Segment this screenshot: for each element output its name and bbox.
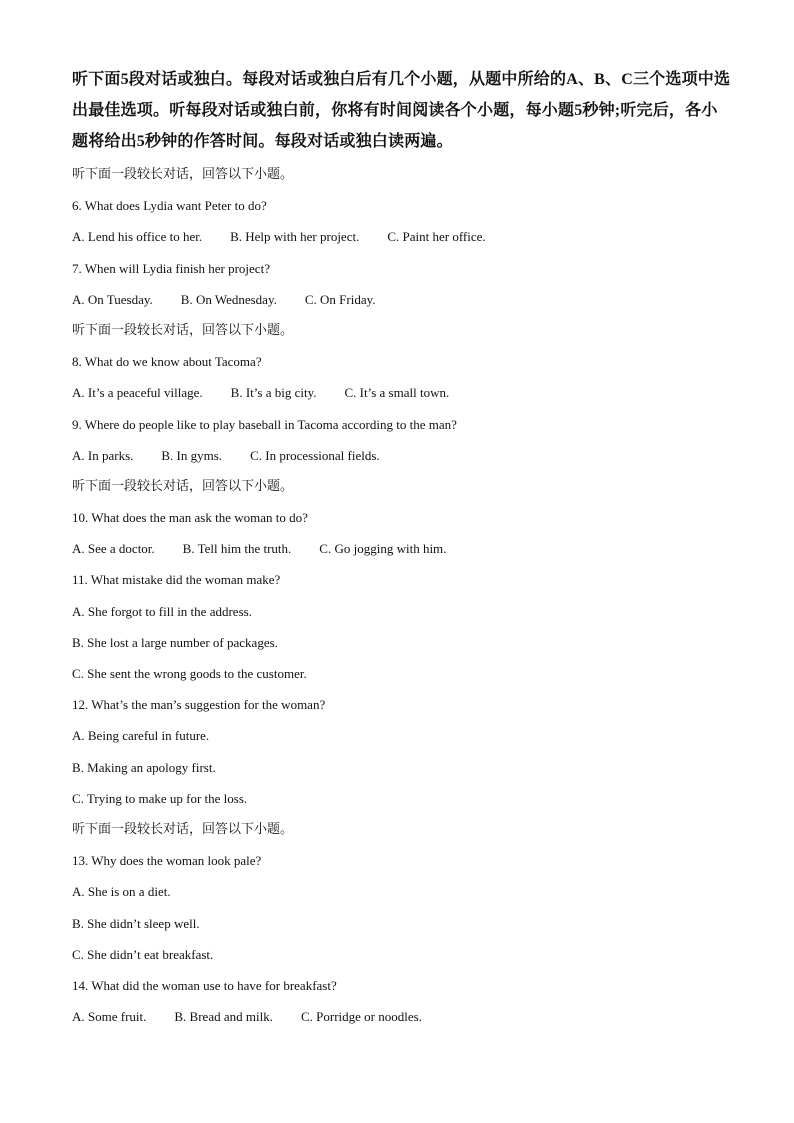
question-stem: 11. What mistake did the woman make?	[72, 572, 281, 588]
answer-option: A. It’s a peaceful village.	[72, 385, 203, 401]
answer-option: A. Lend his office to her.	[72, 229, 203, 245]
answer-option: C. She didn’t eat breakfast.	[72, 946, 214, 962]
question-stem: 8. What do we know about Tacoma?	[72, 354, 262, 370]
answer-option: C. Go jogging with him.	[319, 541, 447, 557]
answer-options	[72, 377, 732, 408]
answer-option: B. Help with her project.	[230, 229, 360, 245]
answer-option: B. Bread and milk.	[174, 1009, 273, 1025]
section-header: 听下面一段较长对话，回答以下小题。	[72, 167, 294, 182]
answer-option: B. It’s a big city.	[230, 385, 317, 401]
answer-option: A. On Tuesday.	[72, 291, 153, 307]
answer-options	[72, 284, 732, 315]
question-stem: 10. What does the man ask the woman to do?	[72, 510, 308, 526]
section-header: 听下面一段较长对话，回答以下小题。	[72, 478, 294, 494]
answer-option: A. In parks.	[72, 447, 134, 463]
question-stem: 6. What does Lydia want Peter to do?	[72, 198, 267, 214]
question-stem: 12. What’s the man’s suggestion for the woman?	[72, 697, 326, 713]
question-list	[72, 159, 732, 1032]
answer-option: A. Some fruit.	[72, 1009, 147, 1025]
answer-option: A. See a doctor.	[72, 541, 155, 557]
answer-option: C. Paint her office.	[387, 229, 486, 245]
answer-option: A. Being careful in future.	[72, 728, 210, 744]
answer-option: B. She didn’t sleep well.	[72, 915, 200, 931]
answer-option: C. On Friday.	[304, 291, 376, 307]
section-header: 听下面一段较长对话，回答以下小题。	[72, 322, 294, 338]
answer-option: C. Trying to make up for the loss.	[72, 790, 248, 806]
answer-options	[72, 221, 732, 252]
question-stem: 9. Where do people like to play baseball in Tacoma according to the man?	[72, 416, 457, 432]
answer-option: C. Porridge or noodles.	[300, 1009, 422, 1025]
answer-option: C. In processional fields.	[250, 447, 380, 463]
answer-option: B. Making an apology first.	[72, 759, 216, 775]
answer-option: B. In gyms.	[161, 447, 223, 463]
answer-options	[72, 1001, 732, 1032]
section-header: 听下面一段较长对话，回答以下小题。	[72, 821, 294, 837]
question-stem: 13. Why does the woman look pale?	[72, 853, 262, 869]
answer-options	[72, 533, 732, 564]
question-stem: 7. When will Lydia finish her project?	[72, 260, 270, 276]
answer-option: B. On Wednesday.	[180, 291, 277, 307]
answer-option: B. Tell him the truth.	[182, 541, 292, 557]
answer-option: B. She lost a large number of packages.	[72, 634, 278, 650]
exam-page	[72, 64, 732, 1032]
answer-option: C. She sent the wrong goods to the customer.	[72, 666, 307, 681]
answer-option: A. She is on a diet.	[72, 884, 171, 900]
answer-option: C. It’s a small town.	[344, 385, 450, 401]
question-stem: 14. What did the woman use to have for breakfast?	[72, 977, 337, 993]
answer-option: A. She forgot to fill in the address.	[72, 603, 252, 619]
section-instructions: 听下面5段对话或独白。每段对话或独白后有几个小题，从题中所给的A、B、C三个选项中选出最佳选项。听每段对话或独白前，你将有时间阅读各个小题，每小题5秒钟;听完后，各小题将给出5秒钟的作答时间。每段对话或独白读两遍。	[72, 71, 731, 150]
answer-options	[72, 440, 732, 471]
